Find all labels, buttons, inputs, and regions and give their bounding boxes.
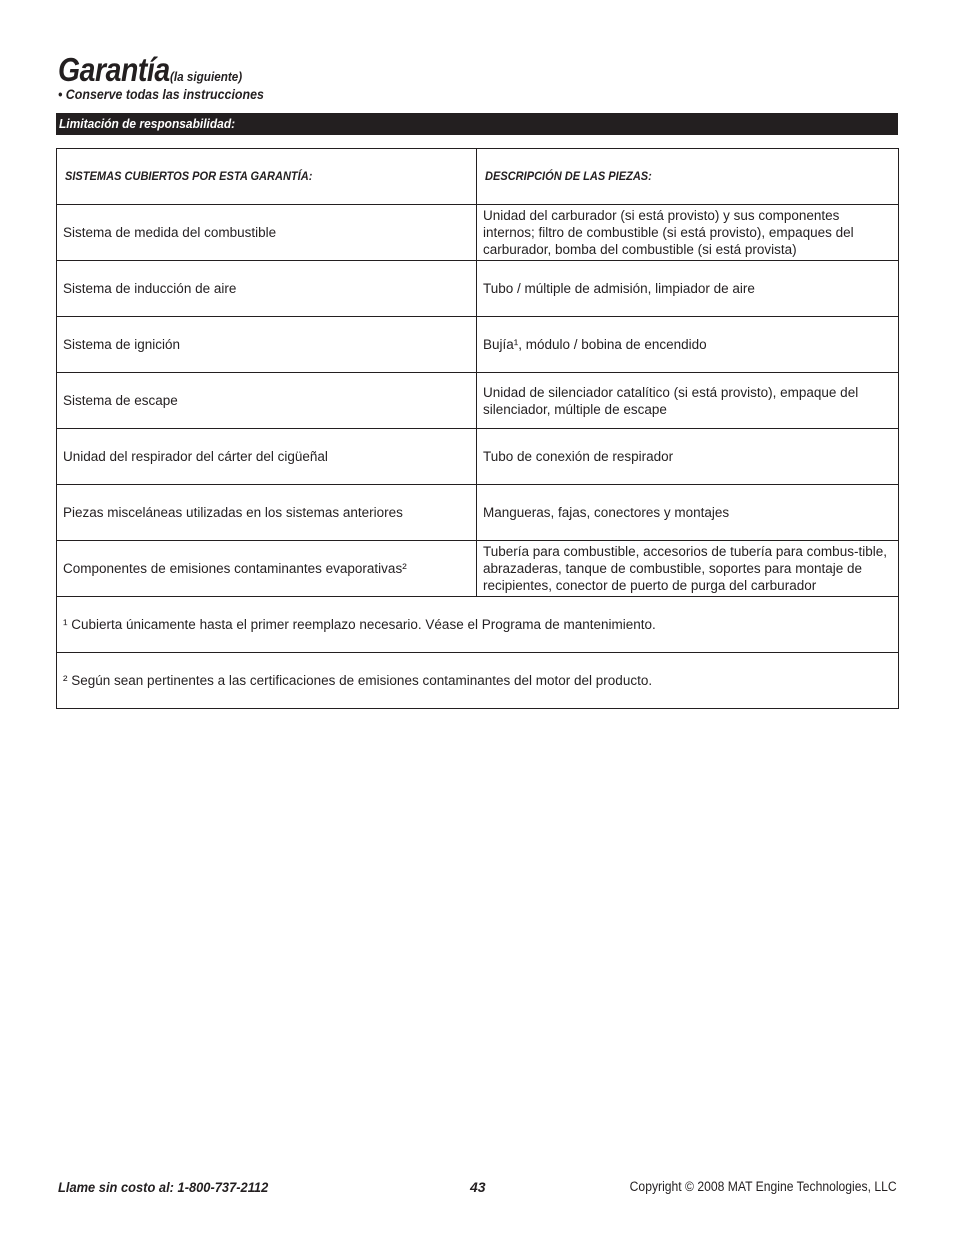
table-row xyxy=(57,541,899,597)
footer-copyright: Copyright © 2008 MAT Engine Technologies, LLC xyxy=(630,1179,897,1194)
system-cell: Piezas misceláneas utilizadas en los sistemas anteriores xyxy=(57,485,477,541)
footnote-1: ¹ Cubierta únicamente hasta el primer reemplazo necesario. Véase el Programa de mantenimiento. xyxy=(57,597,899,653)
system-cell: Sistema de inducción de aire xyxy=(57,261,477,317)
table-row xyxy=(57,429,899,485)
parts-cell: Tubo / múltiple de admisión, limpiador de aire xyxy=(477,261,899,317)
table-header-row xyxy=(57,149,899,205)
table-note-row xyxy=(57,653,899,709)
system-cell: Sistema de ignición xyxy=(57,317,477,373)
table-row xyxy=(57,373,899,429)
instruction-note: • Conserve todas las instrucciones xyxy=(58,87,264,102)
column-header-parts: DESCRIPCIÓN DE LAS PIEZAS: xyxy=(477,149,899,205)
system-cell: Unidad del respirador del cárter del cigüeñal xyxy=(57,429,477,485)
parts-cell: Unidad de silenciador catalítico (si está provisto), empaque del silenciador, múltiple de escape xyxy=(477,373,899,429)
page-number: 43 xyxy=(470,1179,486,1195)
section-header-bar xyxy=(56,113,898,135)
parts-cell: Mangueras, fajas, conectores y montajes xyxy=(477,485,899,541)
system-cell: Sistema de medida del combustible xyxy=(57,205,477,261)
system-cell: Sistema de escape xyxy=(57,373,477,429)
footer-phone: Llame sin costo al: 1-800-737-2112 xyxy=(58,1179,269,1195)
system-cell: Componentes de emisiones contaminantes evaporativas² xyxy=(57,541,477,597)
parts-cell: Bujía¹, módulo / bobina de encendido xyxy=(477,317,899,373)
page-subtitle: (la siguiente) xyxy=(170,69,243,84)
column-header-systems: SISTEMAS CUBIERTOS POR ESTA GARANTÍA: xyxy=(57,149,477,205)
table-row xyxy=(57,317,899,373)
parts-cell: Tubo de conexión de respirador xyxy=(477,429,899,485)
table-row xyxy=(57,485,899,541)
page-title-block xyxy=(58,52,251,88)
section-title: Limitación de responsabilidad: xyxy=(59,116,236,131)
table-row xyxy=(57,205,899,261)
table-note-row xyxy=(57,597,899,653)
parts-cell: Unidad del carburador (si está provisto) y sus componentes internos; filtro de combustible (si está provisto), empaques del carburador, bomba del combustible (si está provista) xyxy=(477,205,899,261)
warranty-table xyxy=(56,148,899,709)
footnote-2: ² Según sean pertinentes a las certificaciones de emisiones contaminantes del motor del producto. xyxy=(57,653,899,709)
page-title: Garantía xyxy=(58,51,170,88)
table-row xyxy=(57,261,899,317)
parts-cell: Tubería para combustible, accesorios de tubería para combus-tible, abrazaderas, tanque de combustible, soportes para montaje de recipientes, conector de puerto de purga del carburador xyxy=(477,541,899,597)
